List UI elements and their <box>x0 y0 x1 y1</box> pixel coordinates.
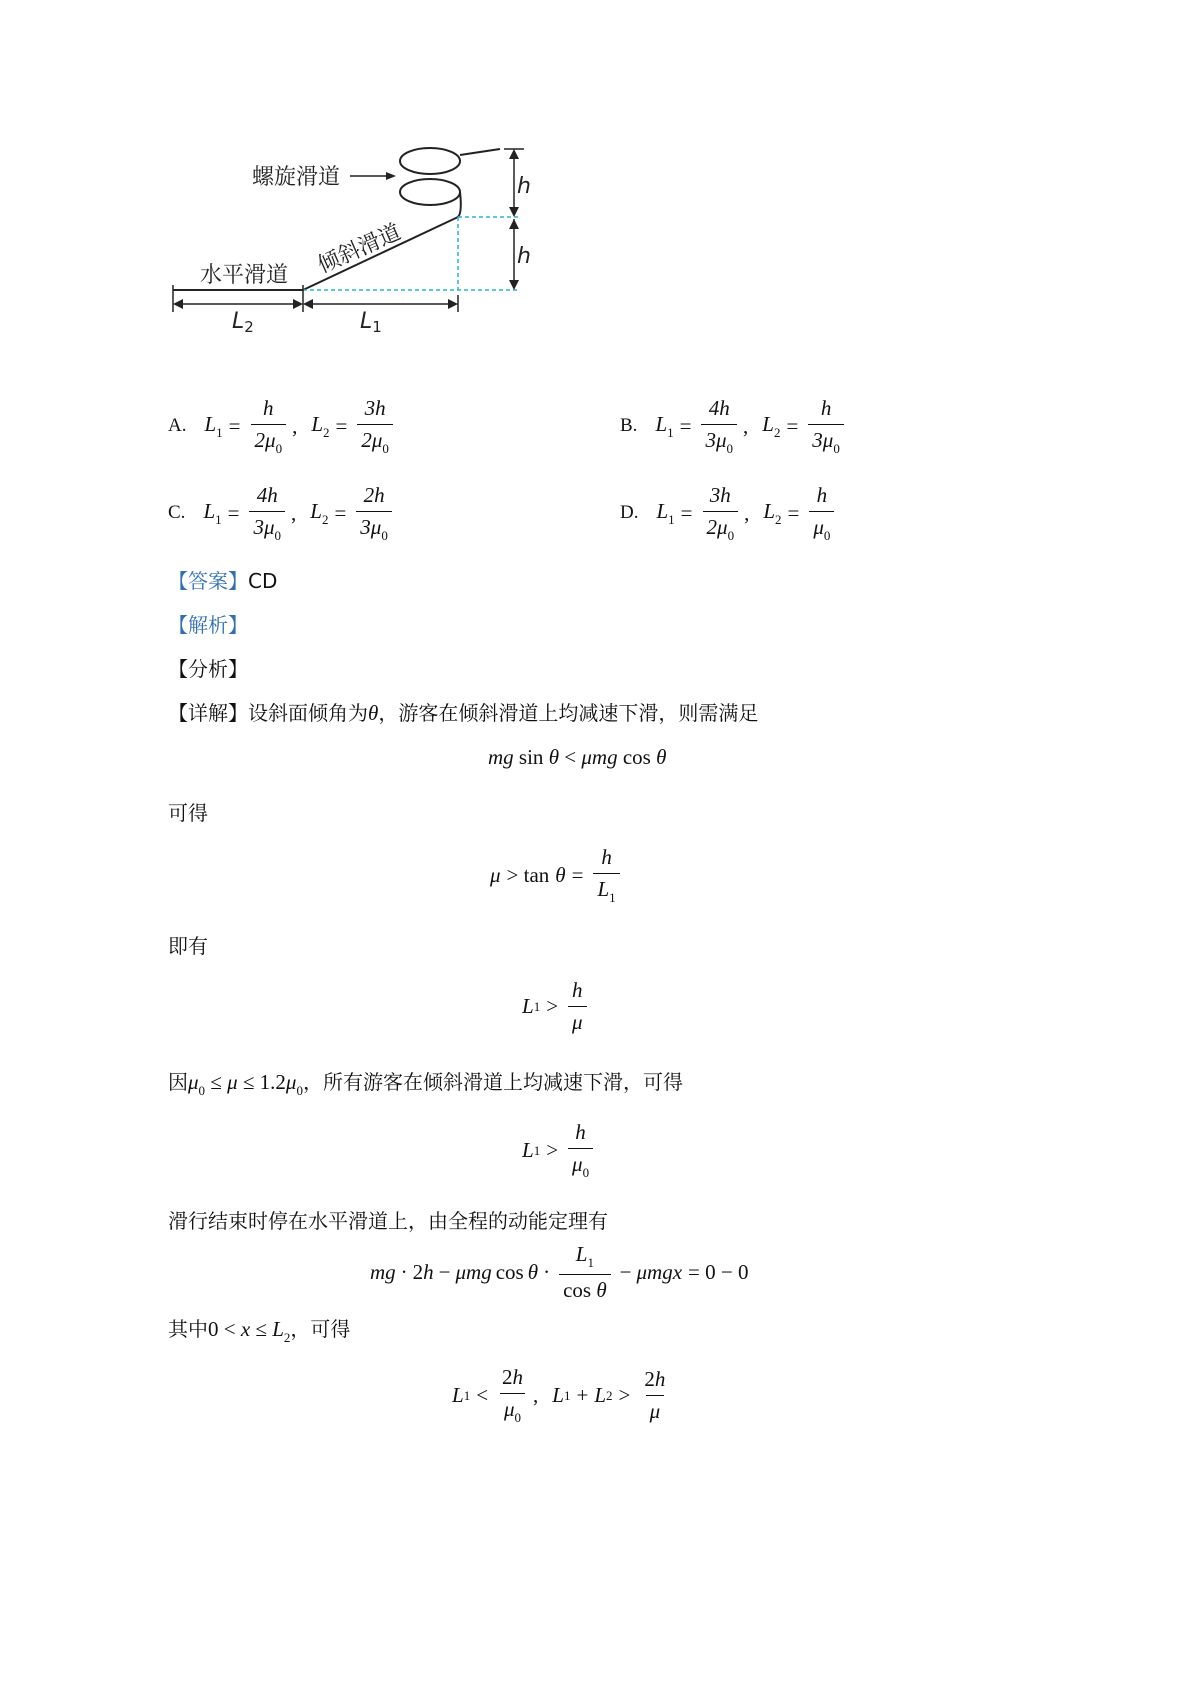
label-h-lower: h <box>517 244 531 269</box>
fenxi-label: 【分析】 <box>168 657 248 681</box>
answer-line <box>168 565 277 594</box>
option-letter: D. <box>620 502 639 523</box>
equation-5: mg · 2 h − μmg cos θ · $\frac{L_1}{\text{cos θ}}$ − μmgx = 0 − 0 <box>370 1242 749 1302</box>
keyi-text-1: 可得 <box>168 801 208 825</box>
answer-label: 【答案】 <box>168 569 248 593</box>
huaxing-text: 滑行结束时停在水平滑道上，由全程的动能定理有 <box>168 1209 608 1233</box>
equation-1: mg sin θ < μmg cos θ <box>488 745 667 769</box>
label-incline: 倾斜滑道 <box>314 219 405 279</box>
label-L2: L2 <box>232 309 254 336</box>
answer-value: CD <box>248 569 278 593</box>
qizhong-line: 其中$0 < x \le L_2$，可得 <box>168 1317 351 1345</box>
detail-intro: 【详解】设斜面倾角为θ，游客在倾斜滑道上均减速下滑，则需满足 <box>168 701 759 725</box>
spiral-loop-top <box>400 148 460 174</box>
condition-line: 因$\mu_0 \le \mu \le 1.2\mu_0$，所有游客在倾斜滑道上均减速下滑，可得 <box>168 1070 683 1098</box>
jiyou-text: 即有 <box>168 934 208 958</box>
label-L1: L1 <box>360 309 382 336</box>
equation-3: L 1 > $\frac{h}{\mu}$ <box>522 978 591 1035</box>
label-horizontal: 水平滑道 <box>200 263 289 288</box>
option-c[interactable]: C. $L_1$ = $\frac{4h}{3\mu_0}$ , $L_2$ = $\frac{2h}{3\mu_0}$ <box>168 485 396 541</box>
option-a[interactable]: A. $L_1$ = $\frac{h}{2\mu_0}$ , $L_2$ = $\frac{3h}{2\mu_0}$ <box>168 398 397 454</box>
equation-4: L 1 > $\frac{h}{\mu_0}$ <box>522 1120 597 1181</box>
option-d[interactable]: D. $L_1$ = $\frac{3h}{2\mu_0}$ , $L_2$ = $\frac{h}{\mu_0}$ <box>620 485 838 541</box>
label-spiral: 螺旋滑道 <box>252 165 341 190</box>
option-letter: A. <box>168 415 187 436</box>
equation-2: μ > tan θ = $\frac{h}{L_1}$ <box>490 845 624 906</box>
option-letter: B. <box>620 415 638 436</box>
slide-diagram <box>160 135 580 360</box>
option-letter: C. <box>168 502 186 523</box>
analysis-label: 【解析】 <box>168 613 248 637</box>
label-h-upper: h <box>517 174 531 199</box>
spiral-loop-bottom <box>400 179 460 205</box>
option-b[interactable]: B. $L_1$ = $\frac{4h}{3\mu_0}$ , $L_2$ = $\frac{h}{3\mu_0}$ <box>620 398 848 454</box>
equation-6: L 1 < $\frac{2h}{\mu_0}$ , L 1 + L 2 > $\frac{2h}{\mu}$ <box>452 1365 666 1425</box>
spiral-top-connector <box>460 149 500 155</box>
